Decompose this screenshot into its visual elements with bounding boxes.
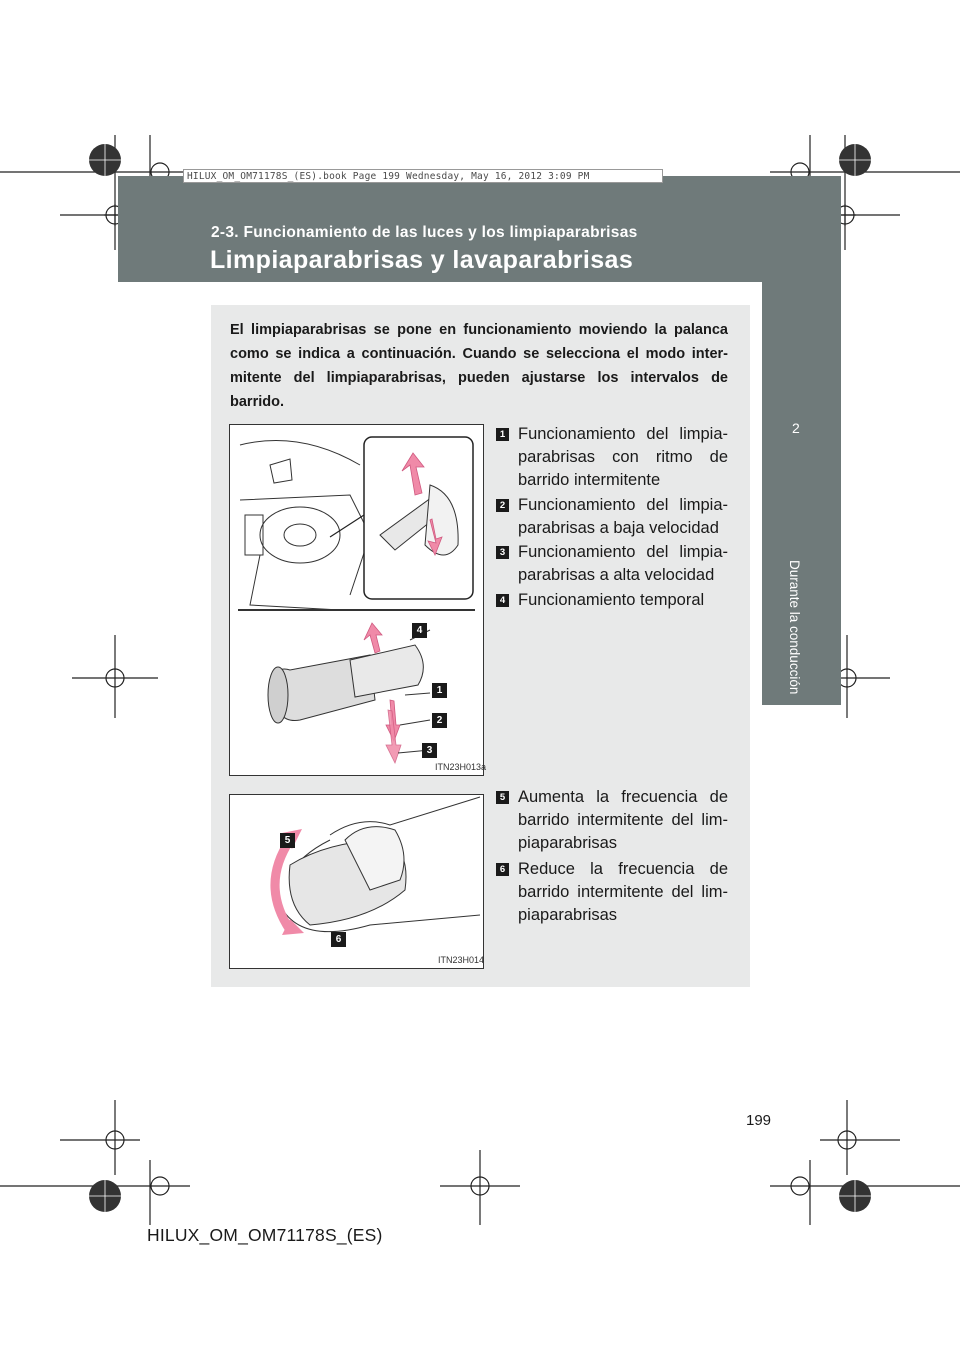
item-number-badge: 5: [496, 791, 509, 804]
chapter-number: 2: [792, 420, 800, 436]
item-number-badge: 2: [496, 499, 509, 512]
figure2-code: ITN23H014: [438, 955, 485, 965]
item-text: Funcionamiento del limpia-parabrisas a baja velocidad: [518, 496, 728, 537]
figure-wiper-lever: [229, 424, 487, 776]
chapter-tab-upper: [762, 282, 841, 473]
list-item: [496, 541, 728, 587]
list-item: [496, 494, 728, 540]
list-item: [496, 589, 728, 612]
item-number-badge: 1: [496, 428, 509, 441]
list-item: [496, 423, 728, 492]
chapter-label: Durante la conducción: [787, 560, 802, 695]
list-item: [496, 858, 728, 927]
figure2-badge-6: 6: [331, 932, 346, 947]
item-text: Funcionamiento temporal: [518, 591, 705, 609]
page-title: Limpiaparabrisas y lavaparabrisas: [210, 246, 634, 274]
document-code: HILUX_OM_OM71178S_(ES): [147, 1225, 383, 1245]
item-number-badge: 6: [496, 863, 509, 876]
page-number: 199: [746, 1112, 772, 1129]
figure1-code: ITN23H013a: [435, 762, 487, 772]
intro-paragraph: El limpiaparabrisas se pone en funcionamiento moviendo la palanca como se indica a continuación. Cuando se selecciona el modo inter-mitente del limpiaparabrisas, pueden ajustarse los intervalos de barrido.: [230, 322, 728, 410]
item-text: Reduce la frecuencia de barrido intermitente del lim-piaparabrisas: [518, 860, 728, 924]
figure1-badge-1: 1: [432, 683, 447, 698]
interval-ring-illustration: [230, 795, 483, 968]
list-item: [496, 786, 728, 855]
item-text: Funcionamiento del limpia-parabrisas con ritmo de barrido intermitente: [518, 425, 728, 489]
figure1-badge-3: 3: [422, 743, 437, 758]
figure1-badge-4: 4: [412, 623, 427, 638]
section-title: 2-3. Funcionamiento de las luces y los limpiaparabrisas: [211, 224, 638, 241]
figure-interval-ring: [229, 794, 484, 969]
item-number-badge: 4: [496, 594, 509, 607]
item-text: Aumenta la frecuencia de barrido intermitente del lim-piaparabrisas: [518, 788, 728, 852]
book-stamp: HILUX_OM_OM71178S_(ES).book Page 199 Wednesday, May 16, 2012 3:09 PM: [183, 169, 663, 183]
item-number-badge: 3: [496, 546, 509, 559]
figure2-badge-5: 5: [280, 833, 295, 848]
figure1-badge-2: 2: [432, 713, 447, 728]
item-text: Funcionamiento del limpia-parabrisas a alta velocidad: [518, 543, 728, 584]
